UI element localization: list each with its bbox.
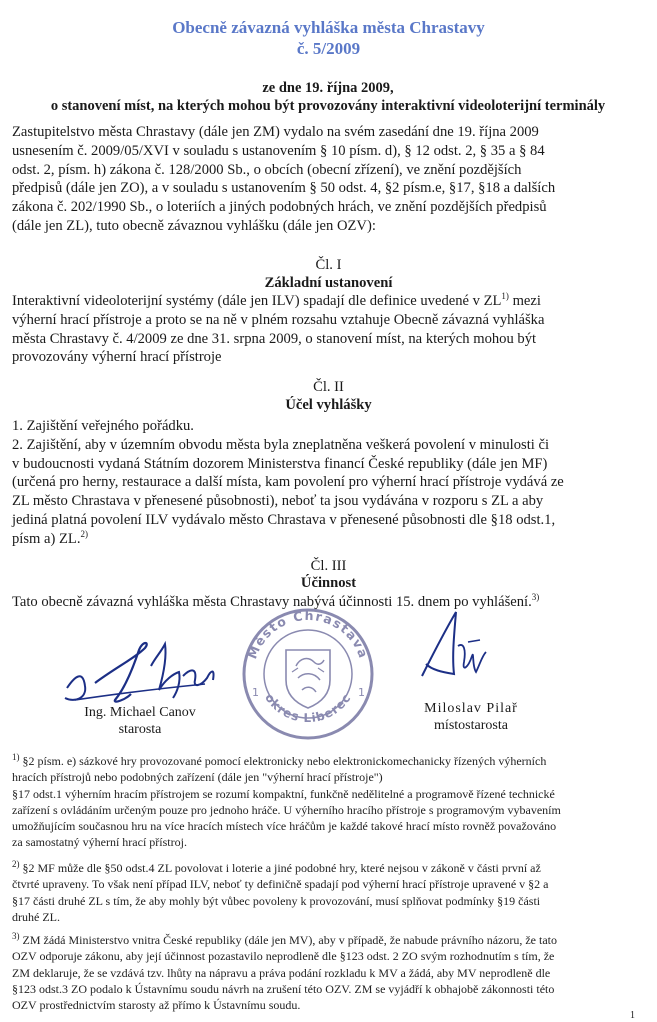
article-2-heading: Účel vyhlášky: [285, 397, 372, 413]
article-2-line: [12, 530, 637, 549]
footnote-line: §17 části druhé ZL s tím, že aby mohly být vůbec povoleny k provozování, musí splňovat podmínky §19 části: [12, 893, 541, 908]
stamp-bottom-text: okres Liberec: [262, 690, 354, 726]
article-1-line: provozovány výherní hrací přístroje: [12, 349, 222, 366]
footnote-line: za samostatný výherní hrací přístroj.: [12, 835, 187, 850]
footnote-mark-1: 1): [12, 752, 20, 762]
footnote-line: čtvrté upraveny. To však není případ ILV, neboť ty definičně spadají pod výherní hrací přístroje upravené v §2 a: [12, 877, 549, 892]
footnote-line: §17 odst.1 výherním hracím přístrojem se rozumí kompaktní, funkčně nedělitelné a programově řízené technické: [12, 786, 555, 801]
footnote-line: umožňujícím současnou hru na více hracích místech více hráčům je každé takové hrací místo rovněž považováno: [12, 819, 557, 834]
date-line: ze dne 19. října 2009,: [262, 80, 394, 96]
intro-line: usnesením č. 2009/05/XVI v souladu s ustanovením § 10 písm. d), § 12 odst. 2, § 35 a § 84: [12, 142, 545, 159]
footnote-2: [12, 860, 642, 925]
document-title: Obecně závazná vyhláška města Chrastavy: [172, 18, 485, 37]
article-1-heading: Základní ustanovení: [264, 275, 393, 291]
article-2-line: v budoucnosti vydaná Státním dozorem Ministerstva financí České republiky (dále jen MF): [12, 455, 548, 472]
footnote-3: [12, 932, 642, 1013]
signer-role-right: místostarosta: [434, 718, 508, 733]
article-2-line: 1. Zajištění veřejného pořádku.: [12, 418, 194, 434]
article-1-line: [12, 292, 637, 311]
footnote-line: OZV odporuje zákonu, aby její účinnost pozastavilo neprodleně dle §123 odst. 2 ZO svým rozhodnutím s tím, že: [12, 949, 555, 964]
footnote-line: zařízení s ovládáním určeným pouze pro jednoho hráče. U výherního hracího přístroje s programovým vybavením: [12, 802, 561, 817]
article-2-line: ZL město Chrastava v přenesené působnosti), neboť ta jsou vydávána v rozporu s ZL a aby: [12, 493, 544, 510]
signer-role-left: starosta: [118, 722, 162, 737]
footnote-ref-3: 3): [531, 592, 540, 603]
article-1-line: města Chrastavy č. 4/2009 ze dne 31. srpna 2009, o stanovení míst, na kterých mohou být: [12, 330, 537, 347]
footnote-2-text: §2 MF může dle §50 odst.4 ZL povolovat i loterie a jiné podobné hry, které nejsou v zákoně v části první až: [22, 861, 541, 875]
article-1-line-text: Interaktivní videoloterijní systémy (dále jen ILV) spadají dle definice uvedené v ZL: [12, 293, 502, 309]
article-1-line: výherní hrací přístroje a proto se na ně v plném rozsahu vztahuje Obecně závazná vyhláška: [12, 311, 545, 328]
stamp-top-text: Město Chrastava: [244, 607, 372, 661]
article-1-line-end: mezi: [508, 293, 541, 309]
footnote-ref-1: 1): [501, 291, 509, 302]
article-1-number: Čl. I: [315, 257, 342, 273]
intro-line: předpisů (dále jen ZO), a v souladu s ustanovením § 50 odst. 4, §2 písm.e, §17, §18 a dalších: [12, 180, 556, 197]
article-2-line: (určená pro herny, restaurace a další místa, kam povolení pro výherní hrací přístroje vydává ze: [12, 474, 564, 491]
footnote-mark-3: 3): [12, 931, 20, 941]
intro-line: zákona č. 202/1990 Sb., o loteriích a jiných podobných hrách, ve znění pozdějších předpisů: [12, 199, 547, 216]
footnote-3-text: ZM žádá Ministerstvo vnitra České republiky (dále jen MV), aby v případě, že nabude právního názoru, že tato: [22, 933, 557, 947]
footnote-line: hracích přístrojů nebo podobných zařízení (dále jen "výherní hrací přístroje"): [12, 770, 383, 785]
signature-block-left: [40, 704, 240, 738]
article-2-last-text: písm a) ZL.: [12, 530, 81, 547]
intro-line: (dále jen ZL), tuto obecně závaznou vyhlášku (dále jen OZV):: [12, 217, 376, 234]
footnote-line: ZM deklaruje, že se vzdává tzv. lhůty na nápravu a práva podání rozkladu k MV a žádá, aby MV neprodleně dle: [12, 965, 551, 980]
article-3-text: Tato obecně závazná vyhláška města Chrastavy nabývá účinnosti 15. dnem po vyhlášení.: [12, 594, 532, 610]
article-2-line: jediná platná povolení ILV vydávalo město Chrastava v přenesené působnosti dle §18 odst.1,: [12, 511, 556, 528]
footnote-line: §123 odst.3 ZO podalo k Ústavnímu soudu návrh na zrušení této OZV. ZM se vyjádří k obhajobě zákonnosti této: [12, 981, 555, 996]
svg-text:Město Chrastava: [244, 608, 371, 661]
intro-paragraph: [12, 123, 637, 236]
article-2-number: Čl. II: [313, 379, 344, 395]
signature-starosta: [55, 628, 225, 713]
article-1-paragraph: [12, 292, 637, 367]
footnote-mark-2: 2): [12, 859, 20, 869]
article-3-heading: Účinnost: [300, 575, 357, 591]
footnote-line: [12, 753, 642, 769]
footnote-line: [12, 860, 642, 876]
document-number: č. 5/2009: [296, 39, 361, 58]
stamp-numeral-right: 1: [358, 686, 365, 699]
article-2-line: 2. Zajištění, aby v územním obvodu města byla zneplatněna veškerá povolení v minulosti či: [12, 436, 549, 453]
signer-name-left: Ing. Michael Canov: [84, 705, 196, 720]
page-number: 1: [630, 1010, 635, 1021]
footnote-line: [12, 932, 642, 948]
footnote-1: [12, 753, 642, 851]
signature-mistostarosta: [412, 606, 492, 696]
footnote-1-text: §2 písm. e) sázkové hry provozované pomocí elektronicky nebo elektronickomechanicky řízených výherních: [22, 754, 547, 768]
signature-block-right: [396, 700, 546, 734]
official-stamp: [238, 606, 378, 742]
signer-name-right: Miloslav Pilař: [424, 701, 518, 716]
stamp-coat-of-arms-icon: [286, 650, 330, 708]
subject-line: o stanovení míst, na kterých mohou být provozovány interaktivní videoloterijní terminály: [50, 98, 606, 114]
intro-line: odst. 2, písm. h) zákona č. 128/2000 Sb., o obcích (obecní zřízení), ve znění pozdějších: [12, 161, 522, 178]
article-2-paragraph: [12, 417, 637, 549]
footnote-line: OZV prostřednictvím starosty až přímo k Ústavnímu soudu.: [12, 998, 301, 1013]
stamp-numeral-left: 1: [252, 686, 259, 699]
article-3-number: Čl. III: [310, 558, 347, 574]
footnote-line: druhé ZL.: [12, 909, 60, 924]
intro-line: Zastupitelstvo města Chrastavy (dále jen ZM) vydalo na svém zasedání dne 19. října 2009: [12, 124, 539, 140]
footnote-ref-2: 2): [80, 528, 88, 539]
